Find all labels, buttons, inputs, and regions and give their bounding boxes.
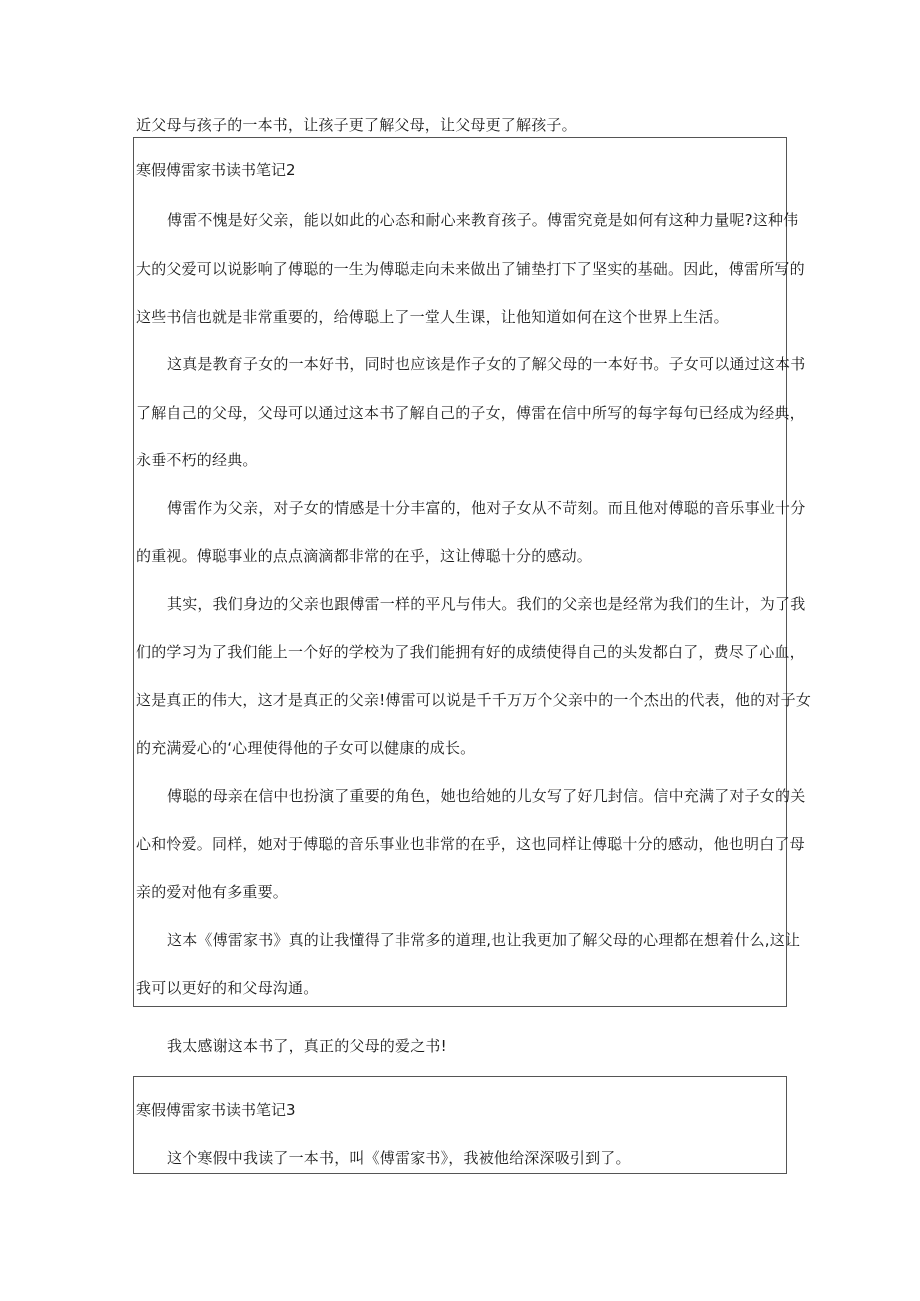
s2-p4-line2: 们的学习为了我们能上一个好的学校为了我们能拥有好的成绩使得自己的头发都白了，费尽了心血， xyxy=(136,643,805,661)
intro-line: 近父母与孩子的一本书，让孩子更了解父母，让父母更了解孩子。 xyxy=(136,116,577,134)
s2-p5-line2: 心和怜爱。同样，她对于傅聪的音乐事业也非常的在乎，这也同样让傅聪十分的感动，他也明白了母 xyxy=(136,835,805,853)
s2-p2-line3: 永垂不朽的经典。 xyxy=(136,451,258,469)
standalone-line: 我太感谢这本书了，真正的父母的爱之书! xyxy=(167,1037,447,1055)
s2-p6-line2: 我可以更好的和父母沟通。 xyxy=(136,979,319,997)
section3-title: 寒假傅雷家书读书笔记3 xyxy=(136,1101,296,1119)
s2-p1-line3: 这些书信也就是非常重要的，给傅聪上了一堂人生课，让他知道如何在这个世界上生活。 xyxy=(136,308,729,326)
s2-p4-line4: 的充满爱心的‘心理使得他的子女可以健康的成长。 xyxy=(136,739,476,757)
s2-p1-line1: 傅雷不愧是好父亲，能以如此的心态和耐心来教育孩子。傅雷究竟是如何有这种力量呢?这种伟 xyxy=(167,211,799,229)
s2-p5-line1: 傅聪的母亲在信中也扮演了重要的角色，她也给她的儿女写了好几封信。信中充满了对子女的关 xyxy=(167,787,806,805)
s2-p3-line2: 的重视。傅聪事业的点点滴滴都非常的在乎，这让傅聪十分的感动。 xyxy=(136,547,593,565)
s3-p1-line1: 这个寒假中我读了一本书，叫《傅雷家书》，我被他给深深吸引到了。 xyxy=(167,1149,631,1167)
s2-p4-line3: 这是真正的伟大，这才是真正的父亲!傅雷可以说是千千万万个父亲中的一个杰出的代表，他的对子女 xyxy=(136,691,812,709)
s2-p2-line1: 这真是教育子女的一本好书，同时也应该是作子女的了解父母的一本好书。子女可以通过这本书 xyxy=(167,355,806,373)
s2-p1-line2: 大的父爱可以说影响了傅聪的一生为傅聪走向未来做出了铺垫打下了坚实的基础。因此，傅雷所写的 xyxy=(136,260,805,278)
s2-p5-line3: 亲的爱对他有多重要。 xyxy=(136,883,289,901)
s2-p4-line1: 其实，我们身边的父亲也跟傅雷一样的平凡与伟大。我们的父亲也是经常为我们的生计，为了我 xyxy=(167,595,806,613)
s2-p6-line1: 这本《傅雷家书》真的让我懂得了非常多的道理,也让我更加了解父母的心理都在想着什么,这让 xyxy=(167,931,801,949)
s2-p3-line1: 傅雷作为父亲，对子女的情感是十分丰富的，他对子女从不苛刻。而且他对傅聪的音乐事业十分 xyxy=(167,499,806,517)
s2-p2-line2: 了解自己的父母，父母可以通过这本书了解自己的子女，傅雷在信中所写的每字每句已经成为经典， xyxy=(136,404,805,422)
section2-title: 寒假傅雷家书读书笔记2 xyxy=(136,161,296,179)
